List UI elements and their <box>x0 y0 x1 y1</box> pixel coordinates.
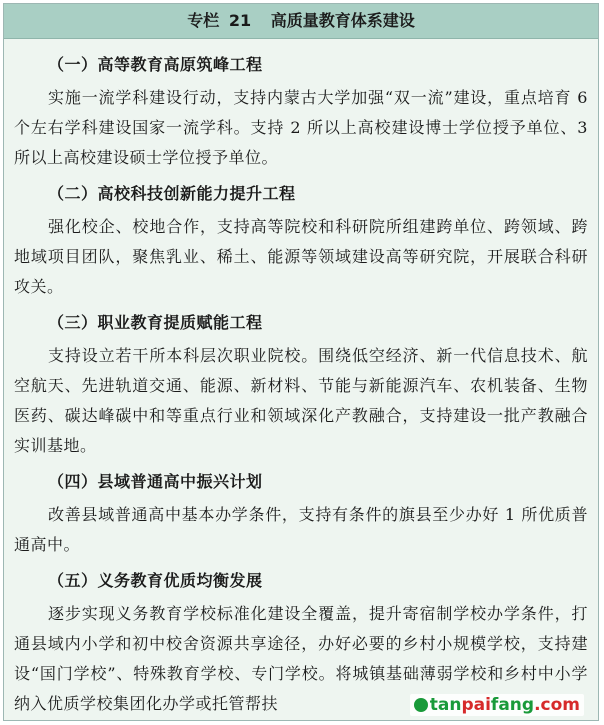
section-heading-1: （一）高等教育高原筑峰工程 <box>48 55 263 74</box>
box-content <box>4 39 598 719</box>
section-text-4: 改善县域普通高中基本办学条件，支持有条件的旗县至少办好 1 所优质普通高中。 <box>14 505 588 554</box>
section-text-2: 强化校企、校地合作，支持高等院校和科研院所组建跨单位、跨领域、跨地域项目团队，聚焦乳业、稀土、能源等领域建设高等研究院，开展联合科研攻关。 <box>14 217 588 296</box>
section-heading-4: （四）县域普通高中振兴计划 <box>48 472 263 491</box>
box-title-text: 高质量教育体系建设 <box>270 11 415 30</box>
watermark-text-2: pai <box>461 695 491 715</box>
section-heading-3: （三）职业教育提质赋能工程 <box>48 313 263 332</box>
watermark-logo-icon <box>414 698 428 712</box>
watermark-text-4: .com <box>534 695 580 715</box>
box-title-prefix: 专栏 <box>187 11 220 30</box>
watermark-text-3: fang <box>490 695 535 715</box>
watermark-text-1: tan <box>429 695 462 715</box>
box-title-number: 21 <box>228 11 252 30</box>
section-heading-2: （二）高校科技创新能力提升工程 <box>48 184 296 203</box>
box-title-bar <box>4 4 598 39</box>
section-text-3: 支持设立若干所本科层次职业院校。围绕低空经济、新一代信息技术、航空航天、先进轨道交通、能源、新材料、节能与新能源汽车、农机装备、生物医药、碳达峰碳中和等重点行业和领域深化产教融合，支持建设一批产教融合实训基地。 <box>14 346 588 455</box>
feature-box <box>3 3 599 721</box>
section-text-1: 实施一流学科建设行动，支持内蒙古大学加强“双一流”建设，重点培育 6 个左右学科建设国家一流学科。支持 2 所以上高校建设博士学位授予单位、3 所以上高校建设硕士学位授予单位。 <box>14 88 588 167</box>
section-text-5: 逐步实现义务教育学校标准化建设全覆盖，提升寄宿制学校办学条件，打通县域内小学和初中校舍资源共享途径，办好必要的乡村小规模学校，支持建设“国门学校”、特殊教育学校、专门学校。将城镇基础薄弱学校和乡村中小学纳入优质学校集团化办学或托管帮扶 <box>14 604 588 713</box>
section-heading-5: （五）义务教育优质均衡发展 <box>48 571 263 590</box>
site-watermark <box>410 694 584 716</box>
